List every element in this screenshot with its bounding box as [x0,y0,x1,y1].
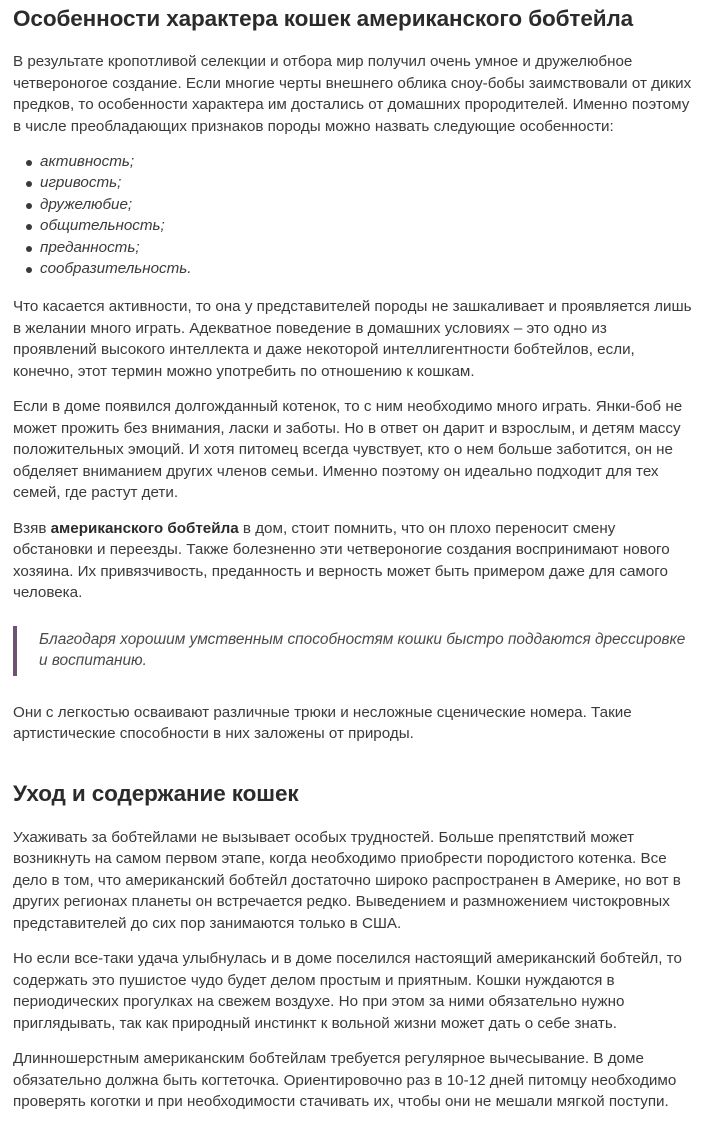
paragraph-activity: Что касается активности, то она у представителей породы не зашкаливает и проявляется лишь в желании много играть. Адекватное поведение в домашних условиях – это одно из проявлений высокого интеллекта и даже некоторой интеллигентности бобтейлов, если, конечно, этот термин можно употребить по отношению к кошкам. [13,298,692,380]
paragraph-kitten: Если в доме появился долгожданный котенок, то с ним необходимо много играть. Янки-боб не может прожить без внимания, ласки и заботы. Но в ответ он дарит и взрослым, и детям массу положительных эмоций. И хотя питомец всегда чувствует, кто о нем больше заботится, он не обделяет вниманием других членов семьи. Именно поэтому он идеально подходит для тех семей, где растут дети. [13,398,683,502]
paragraph-text: Взяв [13,519,51,537]
list-item: сообразительность. [40,258,692,279]
intro-paragraph: В результате кропотливой селекции и отбора мир получил очень умное и дружелюбное четвероногое создание. Если многие черты внешнего облика сноу-бобы заимствовали от диких предков, то особенности характера им достались от домашних прородителей. Именно поэтому в числе преобладающих признаков породы можно назвать следующие особенности: [13,53,692,135]
list-item: активность; [40,151,692,172]
paragraph-care-walks: Но если все-таки удача улыбнулась и в доме поселился настоящий американский бобтейл, то содержать это пушистое чудо будет делом простым и приятным. Кошки нуждаются в периодических прогулках на свежем воздухе. Но при этом за ними обязательно нужно приглядывать, так как природный инстинкт к вольной жизни может дать о себе знать. [13,950,682,1032]
traits-list [13,151,692,279]
paragraph-moving [13,518,692,604]
list-item: дружелюбие; [40,194,692,215]
paragraph-care-grooming: Длинношерстным американским бобтейлам требуется регулярное вычесывание. В доме обязательно должна быть когтеточка. Ориентировочно раз в 10-12 дней питомцу необходимо проверять коготки и при необходимости стачивать их, чтобы они не мешали мягкой поступи. [13,1050,677,1111]
list-item: игривость; [40,172,692,193]
blockquote [13,626,692,676]
paragraph-tricks: Они с легкостью осваивают различные трюки и несложные сценические номера. Такие артистические способности в них заложены от природы. [13,703,632,743]
bold-breed-name: американского бобтейла [50,519,239,537]
section-heading-character: Особенности характера кошек американского бобтейла [13,6,634,31]
list-item: преданность; [40,237,692,258]
list-item: общительность; [40,215,692,236]
paragraph-text: в дом, стоит помнить, что он плохо переносит смену обстановки и переезды. Также болезненно эти четвероногие создания воспринимают нового хозяина. Их привязчивость, преданность и верность может быть примером даже для самого человека. [13,519,670,602]
section-heading-care: Уход и содержание кошек [13,780,299,806]
quote-text: Благодаря хорошим умственным способностям кошки быстро поддаются дрессировке и воспитанию. [39,630,686,670]
paragraph-care-intro: Ухаживать за бобтейлами не вызывает особых трудностей. Больше препятствий может возникнуть на самом первом этапе, когда необходимо приобрести породистого котенка. Все дело в том, что американский бобтейл достаточно широко распространен в Америке, но вот в других регионах планеты он встречается редко. Выведением и размножением чистокровных представителей до сих пор занимаются только в США. [13,828,681,932]
